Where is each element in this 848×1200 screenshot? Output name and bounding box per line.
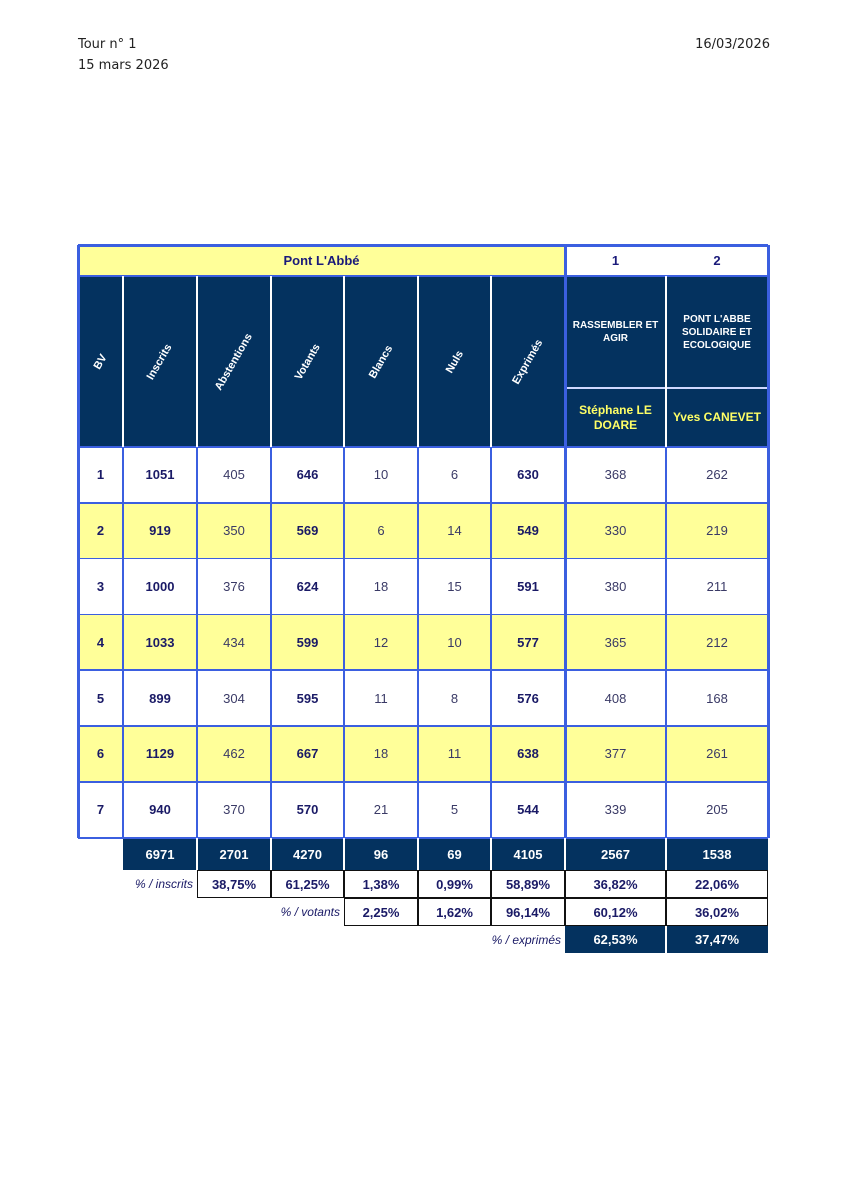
pct-votants-cell: 36,02%	[666, 898, 768, 926]
grid-line	[270, 838, 272, 870]
table-cell: 6	[418, 447, 491, 503]
table-cell: 370	[197, 782, 271, 838]
grid-line	[490, 276, 492, 447]
candidate-list-name: RASSEMBLER ET AGIR	[565, 276, 666, 388]
column-header-votants	[271, 276, 344, 447]
pct-inscrits-cell: 22,06%	[666, 870, 768, 898]
table-cell: 940	[123, 782, 197, 838]
grid-line	[343, 276, 345, 447]
total-cell: 2567	[565, 838, 666, 870]
table-cell: 262	[666, 447, 768, 503]
table-cell: 376	[197, 559, 271, 615]
print-date: 16/03/2026	[695, 37, 770, 52]
pct-inscrits-cell: 0,99%	[418, 870, 491, 898]
grid-line	[417, 838, 419, 870]
total-cell: 69	[418, 838, 491, 870]
election-date: 15 mars 2026	[78, 58, 169, 73]
pct-votants-cell: 60,12%	[565, 898, 666, 926]
table-cell: 1033	[123, 614, 197, 670]
table-cell: 5	[418, 782, 491, 838]
table-cell: 462	[197, 726, 271, 782]
table-cell: 899	[123, 670, 197, 726]
table-cell: 1051	[123, 447, 197, 503]
column-header-label: Votants	[292, 341, 323, 382]
column-header-label: Blancs	[366, 342, 396, 381]
table-cell: 368	[565, 447, 666, 503]
pct-exprimes-label: % / exprimés	[491, 932, 561, 947]
table-cell: 405	[197, 447, 271, 503]
table-cell: 18	[344, 559, 418, 615]
table-cell: 595	[271, 670, 344, 726]
table-border-left	[77, 245, 80, 838]
table-title: Pont L'Abbé	[78, 245, 565, 276]
table-cell: 7	[78, 782, 123, 838]
table-cell: 624	[271, 559, 344, 615]
pct-exprimes-cell: 62,53%	[565, 926, 666, 953]
table-cell: 919	[123, 503, 197, 559]
column-header-exprims	[491, 276, 565, 447]
pct-inscrits-cell: 61,25%	[271, 870, 344, 898]
table-cell: 4	[78, 614, 123, 670]
column-header-label: Inscrits	[145, 341, 175, 382]
table-cell: 365	[565, 614, 666, 670]
grid-line	[196, 276, 198, 447]
pct-inscrits-cell: 1,38%	[344, 870, 418, 898]
candidate-name: Yves CANEVET	[666, 388, 768, 447]
table-cell: 205	[666, 782, 768, 838]
table-border-top	[78, 244, 768, 247]
table-cell: 380	[565, 559, 666, 615]
table-cell: 330	[565, 503, 666, 559]
table-cell: 646	[271, 447, 344, 503]
total-cell: 4105	[491, 838, 565, 870]
column-header-bv	[78, 276, 123, 447]
column-header-label: Exprimés	[510, 337, 546, 386]
table-cell: 576	[491, 670, 565, 726]
pct-exprimes-cell: 37,47%	[666, 926, 768, 953]
table-cell: 14	[418, 503, 491, 559]
pct-votants-label: % / votants	[280, 905, 340, 919]
table-cell: 10	[344, 447, 418, 503]
pct-votants-cell: 2,25%	[344, 898, 418, 926]
pct-votants-cell: 1,62%	[418, 898, 491, 926]
table-cell: 408	[565, 670, 666, 726]
table-cell: 304	[197, 670, 271, 726]
column-header-inscrits	[123, 276, 197, 447]
table-cell: 6	[344, 503, 418, 559]
grid-line	[665, 926, 667, 953]
table-cell: 5	[78, 670, 123, 726]
table-border-right	[767, 245, 770, 838]
pct-inscrits-cell: 38,75%	[197, 870, 271, 898]
total-cell: 2701	[197, 838, 271, 870]
grid-line	[564, 245, 567, 838]
grid-line	[564, 838, 566, 870]
grid-line	[490, 838, 492, 870]
grid-line	[343, 838, 345, 870]
table-cell: 599	[271, 614, 344, 670]
table-cell: 544	[491, 782, 565, 838]
table-cell: 261	[666, 726, 768, 782]
table-cell: 21	[344, 782, 418, 838]
grid-line	[196, 838, 198, 870]
candidate-list-name: PONT L'ABBE SOLIDAIRE ET ECOLOGIQUE	[666, 276, 768, 388]
grid-line	[122, 276, 124, 447]
table-cell: 3	[78, 559, 123, 615]
total-cell: 1538	[666, 838, 768, 870]
table-cell: 1	[78, 447, 123, 503]
pct-inscrits-cell: 58,89%	[491, 870, 565, 898]
table-cell: 12	[344, 614, 418, 670]
table-cell: 219	[666, 503, 768, 559]
table-cell: 377	[565, 726, 666, 782]
table-cell: 211	[666, 559, 768, 615]
table-cell: 570	[271, 782, 344, 838]
table-cell: 638	[491, 726, 565, 782]
table-cell: 18	[344, 726, 418, 782]
candidate-name: Stéphane LE DOARE	[565, 388, 666, 447]
table-cell: 212	[666, 614, 768, 670]
grid-line	[270, 276, 272, 447]
table-cell: 591	[491, 559, 565, 615]
table-cell: 2	[78, 503, 123, 559]
column-header-label: Abstentions	[212, 330, 256, 393]
column-header-blancs	[344, 276, 418, 447]
column-header-label: BV	[91, 351, 110, 372]
column-header-abstentions	[197, 276, 271, 447]
candidate-number: 2	[666, 245, 768, 276]
column-header-nuls	[418, 276, 491, 447]
table-cell: 15	[418, 559, 491, 615]
table-cell: 1129	[123, 726, 197, 782]
table-cell: 1000	[123, 559, 197, 615]
table-cell: 549	[491, 503, 565, 559]
grid-line	[665, 276, 667, 447]
total-cell: 96	[344, 838, 418, 870]
column-header-label: Nuls	[443, 348, 466, 375]
table-cell: 11	[344, 670, 418, 726]
table-cell: 434	[197, 614, 271, 670]
round-label: Tour n° 1	[78, 37, 137, 52]
grid-line	[665, 838, 667, 870]
table-cell: 10	[418, 614, 491, 670]
pct-votants-cell: 96,14%	[491, 898, 565, 926]
total-cell: 4270	[271, 838, 344, 870]
table-cell: 339	[565, 782, 666, 838]
total-cell: 6971	[123, 838, 197, 870]
pct-inscrits-cell: 36,82%	[565, 870, 666, 898]
table-cell: 11	[418, 726, 491, 782]
candidate-number: 1	[565, 245, 666, 276]
pct-inscrits-label: % / inscrits	[134, 877, 193, 891]
table-cell: 630	[491, 447, 565, 503]
table-cell: 569	[271, 503, 344, 559]
table-cell: 6	[78, 726, 123, 782]
table-cell: 168	[666, 670, 768, 726]
table-cell: 8	[418, 670, 491, 726]
table-cell: 350	[197, 503, 271, 559]
grid-line	[417, 276, 419, 447]
table-cell: 577	[491, 614, 565, 670]
table-cell: 667	[271, 726, 344, 782]
